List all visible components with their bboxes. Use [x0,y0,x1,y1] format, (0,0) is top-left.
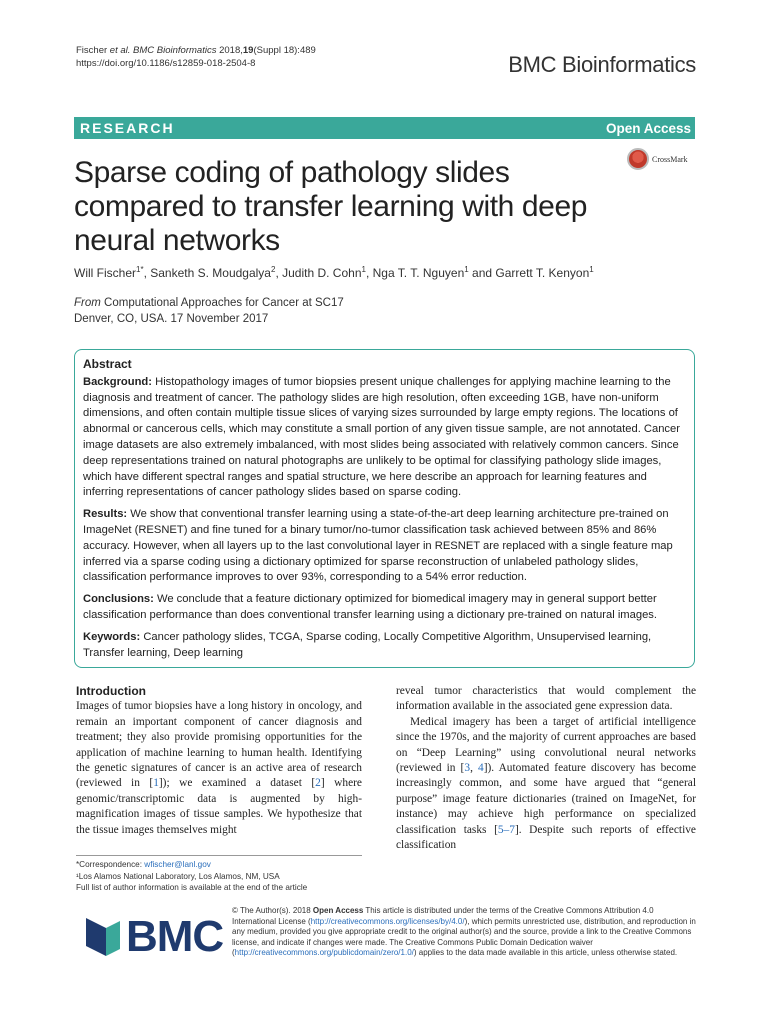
abstract-conclusions: Conclusions: We conclude that a feature dictionary optimized for biomedical imagery may in general support better classification performance than does conventional transfer learning using a dictionary pre-trained on natural images. [83,593,657,621]
license-text: © The Author(s). 2018 Open Access This article is distributed under the terms of the Creative Commons Attribution 4.0 International License (http://creativecommons.org/licenses/by/4.0/), which permits unrestricted use, distribution, and reproduction in any medium, provided you give appropriate credit to the original author(s) and the source, provide a link to the Creative Commons license, and indicate if changes were made. The Creative Commons Public Domain Dedication waiver (http://creativecommons.org/publicdomain/zero/1.0/) applies to the data made available in this article, unless otherwise stated. [232,906,696,958]
abstract-box [74,349,695,668]
abstract-results: Results: We show that conventional transfer learning using a state-of-the-art deep learning architecture pre-trained on ImageNet (RESNET) and fine tuned for a binary tumor/no-tumor classification task achieved between 85% and 86% accuracy. However, when all layers up to the last convolutional layer in RESNET are replaced with a single feature map inferred via a sparse coding using a dictionary optimized for sparse reconstruction of unlabeled pathology slides, classification performance improves to over 93%, corresponding to a 54% error reduction. [83,508,673,584]
bmc-logo [86,912,223,962]
conference-name: Computational Approaches for Cancer at SC17 [104,297,344,309]
correspondence: *Correspondence: wfischer@lanl.gov [76,860,211,869]
authors-and: and [472,266,493,280]
citation-journal: BMC Bioinformatics [133,45,217,56]
journal-citation [76,44,316,70]
article-type-bar [74,117,695,139]
citation-link[interactable]: 2 [315,777,321,790]
author[interactable]: Sanketh S. Moudgalya$^2$ [150,265,276,280]
waiver-url[interactable]: http://creativecommons.org/publicdomain/zero/1.0/ [234,948,414,958]
citation-issue: (Suppl 18):489 [253,45,316,56]
email-link[interactable]: wfischer@lanl.gov [144,860,211,869]
body-column-left [76,684,362,838]
crossmark-badge[interactable] [627,148,688,170]
open-access-label: Open Access [605,120,691,136]
body-column-right [396,684,696,853]
citation-line [76,44,316,57]
article-type-label: RESEARCH [80,120,175,136]
citation-link[interactable]: 3 [464,762,471,775]
citation-link[interactable]: 4 [478,762,484,775]
citation-etal: et al. [109,45,131,56]
bmc-logo-text: BMC [126,912,224,961]
intro-paragraph-1-cont: reveal tumor characteristics that would complement the information available in the associated gene expression data. [396,685,696,713]
author[interactable]: Judith D. Cohn$^1$ [282,265,366,280]
conference-info [74,295,344,327]
crossmark-text: CrossMark [652,154,688,164]
author[interactable]: Garrett T. Kenyon$^1$ [495,265,594,280]
author[interactable]: Nga T. T. Nguyen$^1$ [372,265,469,280]
author-list: Will Fischer$^{1*}$, Sanketh S. Moudgalya$^2$, Judith D. Cohn$^1$, Nga T. T. Nguyen$^1$ and Garrett T. Kenyon$^1$ [74,265,594,280]
abstract-heading: Abstract [83,357,132,371]
citation-year: 2018, [219,45,243,56]
abstract-background: Background: Histopathology images of tumor biopsies present unique challenges for applying machine learning to the diagnosis and treatment of cancer. The pathology slides are high resolution, often exceeding 1GB, have non-uniform dimensions, and often contain multiple tissue slices of varying sizes surrounded by large empty regions. The locations of abnormal or cancerous cells, which may constitute a small portion of any given tissue sample, are not annotated. Cancer image datasets are also extremely imbalanced, with most slides being associated with relatively common cancers. Since deep representations trained on natural photographs are unlikely to be optimal for classifying pathology slide images, which have different spectral ranges and spatial structure, we here describe an approach for learning features and inferring representations of cancer pathology slides based on sparse coding. [83,375,680,499]
conference-location: Denver, CO, USA. 17 November 2017 [74,313,269,325]
license-url[interactable]: http://creativecommons.org/licenses/by/4.0/ [310,916,465,926]
author[interactable]: Will Fischer$^{1*}$ [74,265,144,280]
section-heading-introduction: Introduction [76,684,146,698]
from-prefix: From [74,297,101,309]
article-title: Sparse coding of pathology slides compared to transfer learning with deep neural networks [74,156,588,257]
citation-volume: 19 [242,45,254,56]
doi-link[interactable]: https://doi.org/10.1186/s12859-018-2504-8 [76,58,256,69]
citation-authors: Fischer [76,45,108,56]
citation-link[interactable]: 5–7 [497,823,515,836]
journal-name: BMC Bioinformatics [508,52,696,77]
intro-paragraph-1: Images of tumor biopsies have a long history in oncology, and remain an important component of cancer diagnosis and treatment; they also provide promising opportunities for the application of machine learning to human health. Identifying the genetic signatures of cancer is an active area of research (reviewed in [1]); we examined a dataset [2] where genomic/transcriptomic data is augmented by high-magnification images of tissue samples. We hypothesize that the tissue images themselves might [76,700,362,836]
affiliation: ¹Los Alamos National Laboratory, Los Alamos, NM, USA [76,871,280,881]
author-info-note: Full list of author information is available at the end of the article [76,883,308,892]
footnotes [76,855,362,894]
bmc-logo-icon [86,918,120,956]
citation-link[interactable]: 1 [153,777,159,790]
intro-paragraph-2: Medical imagery has been a target of artificial intelligence since the 1970s, and the majority of current approaches are based on “Deep Learning” using convolutional neural networks (reviewed in [3, 4]). Automated feature discovery has become increasingly common, and some have argued that “general purpose” image feature dictionaries (trained on ImageNet, for instance) may achieve high performance on specialized classification tasks [5–7]. Despite such reports of effective classification [396,715,697,852]
abstract-keywords: Keywords: Cancer pathology slides, TCGA, Sparse coding, Locally Competitive Algorithm, Unsupervised learning, Transfer learning, Deep learning [83,630,652,659]
